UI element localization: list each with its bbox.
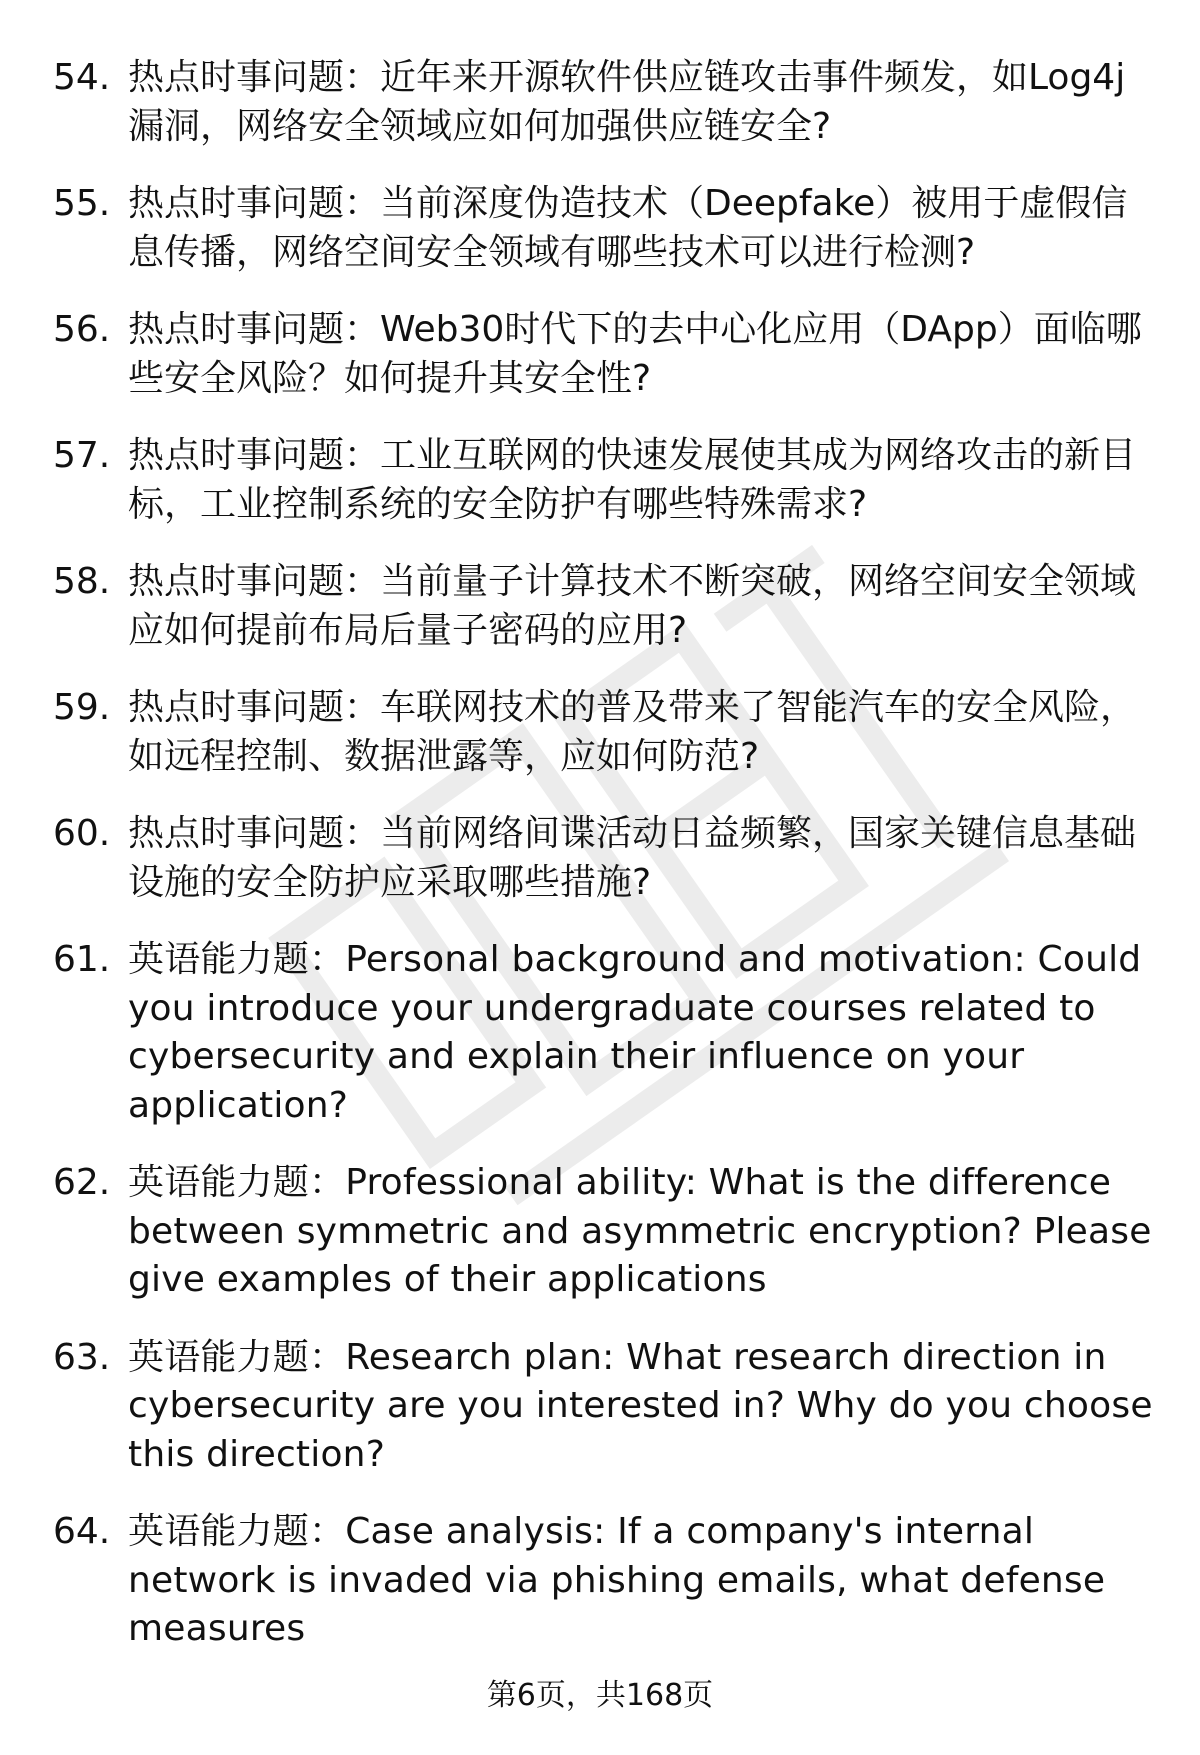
- question-number: 58.: [53, 561, 111, 602]
- question-item-58: [0, 558, 1200, 655]
- question-list: [0, 54, 1200, 1683]
- question-item-57: [0, 432, 1200, 529]
- question-text: 热点时事问题：当前网络间谍活动日益频繁，国家关键信息基础设施的安全防护应采取哪些措施?: [128, 813, 1137, 903]
- question-text: 热点时事问题：当前深度伪造技术（Deepfake）被用于虚假信息传播，网络空间安全领域有哪些技术可以进行检测?: [128, 183, 1128, 273]
- question-text: 英语能力题：Professional ability: What is the difference between symmetric and asymmetric encryption? Please give examples of their applications: [128, 1162, 1152, 1300]
- question-item-55: [0, 180, 1200, 277]
- question-item-54: [0, 54, 1200, 151]
- question-item-59: [0, 684, 1200, 781]
- question-number: 55.: [53, 183, 111, 224]
- page-footer: 第6页，共168页: [486, 1678, 714, 1713]
- question-item-64: [0, 1508, 1200, 1654]
- question-item-56: [0, 306, 1200, 403]
- question-text: 英语能力题：Personal background and motivation: Could you introduce your undergraduate courses related to cybersecurity and explain their influence on your application?: [128, 939, 1142, 1126]
- question-number: 63.: [53, 1336, 111, 1378]
- question-number: 57.: [53, 435, 111, 476]
- question-item-61: [0, 936, 1200, 1130]
- question-item-60: [0, 810, 1200, 907]
- question-number: 59.: [53, 687, 111, 728]
- question-text: 热点时事问题：Web30时代下的去中心化应用（DApp）面临哪些安全风险？如何提升其安全性?: [128, 309, 1142, 399]
- question-number: 56.: [53, 309, 111, 350]
- question-number: 60.: [53, 813, 111, 854]
- question-item-63: [0, 1334, 1200, 1480]
- question-text: 英语能力题：Research plan: What research direction in cybersecurity are you interested in? Why do you choose this direction?: [128, 1336, 1153, 1475]
- question-text: 热点时事问题：当前量子计算技术不断突破，网络空间安全领域应如何提前布局后量子密码的应用?: [128, 561, 1137, 651]
- question-number: 61.: [53, 939, 111, 980]
- question-number: 64.: [53, 1511, 111, 1552]
- question-item-62: [0, 1159, 1200, 1305]
- question-text: 热点时事问题：工业互联网的快速发展使其成为网络攻击的新目标，工业控制系统的安全防护有哪些特殊需求?: [128, 435, 1137, 525]
- question-text: 热点时事问题：车联网技术的普及带来了智能汽车的安全风险，如远程控制、数据泄露等，应如何防范?: [128, 687, 1137, 777]
- question-number: 54.: [53, 57, 111, 98]
- question-text: 热点时事问题：近年来开源软件供应链攻击事件频发，如Log4j漏洞，网络安全领域应如何加强供应链安全?: [128, 57, 1126, 147]
- question-text: 英语能力题：Case analysis: If a company's internal network is invaded via phishing emails, what defense measures: [128, 1511, 1106, 1649]
- question-number: 62.: [53, 1162, 111, 1203]
